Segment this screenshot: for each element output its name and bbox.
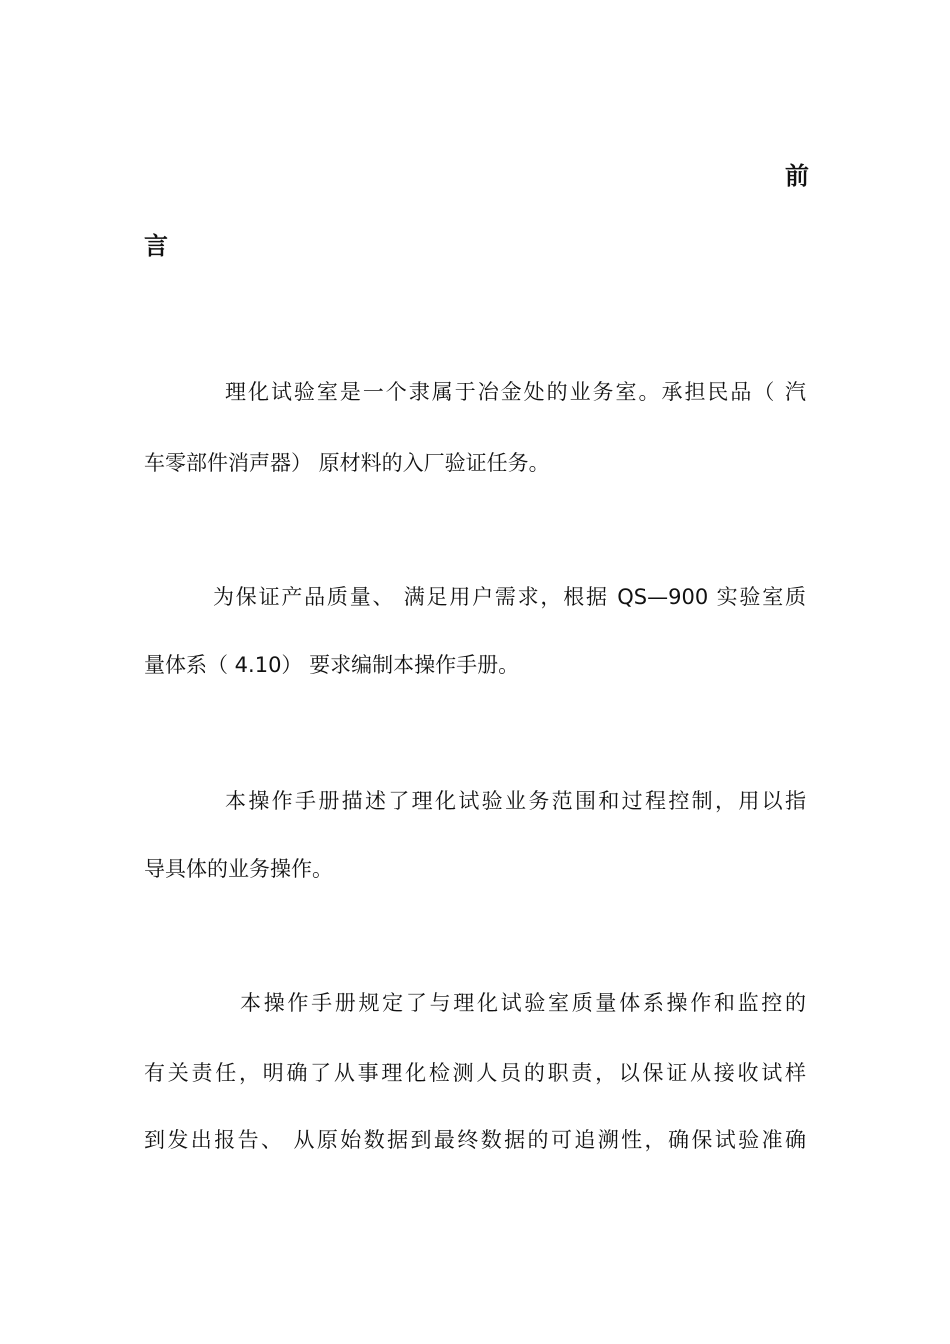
heading-second-char: 言	[144, 232, 168, 260]
paragraph-4-line-3: 到发出报告、 从原始数据到最终数据的可追溯性，确保试验准确	[144, 1128, 806, 1152]
paragraph-2-line-1: 为保证产品质量、 满足用户需求，根据 QS—900 实验室质	[213, 585, 806, 609]
heading-first-char: 前	[785, 162, 809, 190]
paragraph-3-line-1: 本操作手册描述了理化试验业务范围和过程控制，用以指	[225, 789, 806, 813]
paragraph-2-line-2: 量体系（ 4.10） 要求编制本操作手册。	[144, 653, 520, 677]
paragraph-4-line-1: 本操作手册规定了与理化试验室质量体系操作和监控的	[240, 991, 806, 1015]
paragraph-4-line-2: 有关责任，明确了从事理化检测人员的职责，以保证从接收试样	[144, 1061, 806, 1085]
paragraph-3-line-2: 导具体的业务操作。	[144, 857, 333, 881]
paragraph-1-line-2: 车零部件消声器） 原材料的入厂验证任务。	[144, 451, 550, 475]
paragraph-1-line-1: 理化试验室是一个隶属于冶金处的业务室。承担民品（ 汽	[225, 380, 806, 404]
